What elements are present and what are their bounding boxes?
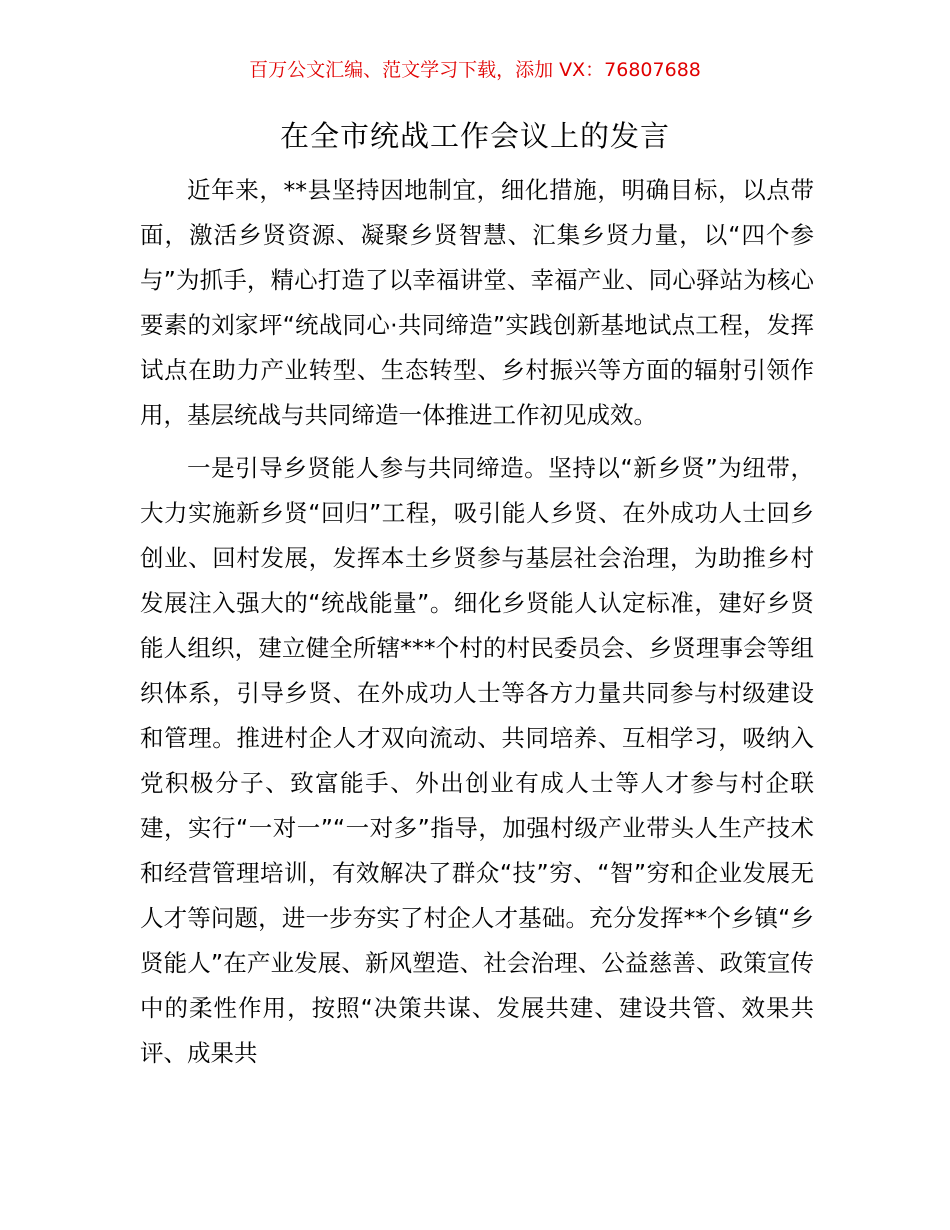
watermark-header: 百万公文汇编、范文学习下载，添加 VX：76807688 bbox=[249, 59, 701, 81]
paragraph-point-one: 一是引导乡贤能人参与共同缔造。坚持以“新乡贤”为纽带，大力实施新乡贤“回归”工程，吸引能人乡贤、在外成功人士回乡创业、回村发展，发挥本土乡贤参与基层社会治理，为助推乡村发展注入强大的“统战能量”。细化乡贤能人认定标准，建好乡贤能人组织，建立健全所辖***个村的村民委员会、乡贤理事会等组织体系，引导乡贤、在外成功人士等各方力量共同参与村级建设和管理。推进村企人才双向流动、共同培养、互相学习，吸纳入党积极分子、致富能手、外出创业有成人士等人才参与村企联建，实行“一对一”“一对多”指导，加强村级产业带头人生产技术和经营管理培训，有效解决了群众“技”穷、“智”穷和企业发展无人才等问题，进一步夯实了村企人才基础。充分发挥**个乡镇“乡贤能人”在产业发展、新风塑造、社会治理、公益慈善、政策宣传中的柔性作用，按照“决策共谋、发展共建、建设共管、效果共评、成果共 bbox=[140, 454, 814, 1067]
document-body bbox=[140, 168, 814, 1084]
document-title: 在全市统战工作会议上的发言 bbox=[279, 119, 670, 153]
paragraph-intro: 近年来，**县坚持因地制宜，细化措施，明确目标，以点带面，激活乡贤资源、凝聚乡贤智慧、汇集乡贤力量，以“四个参与”为抓手，精心打造了以幸福讲堂、幸福产业、同心驿站为核心要素的刘家坪“统战同心·共同缔造”实践创新基地试点工程，发挥试点在助力产业转型、生态转型、乡村振兴等方面的辐射引领作用，基层统战与共同缔造一体推进工作初见成效。 bbox=[140, 176, 814, 429]
